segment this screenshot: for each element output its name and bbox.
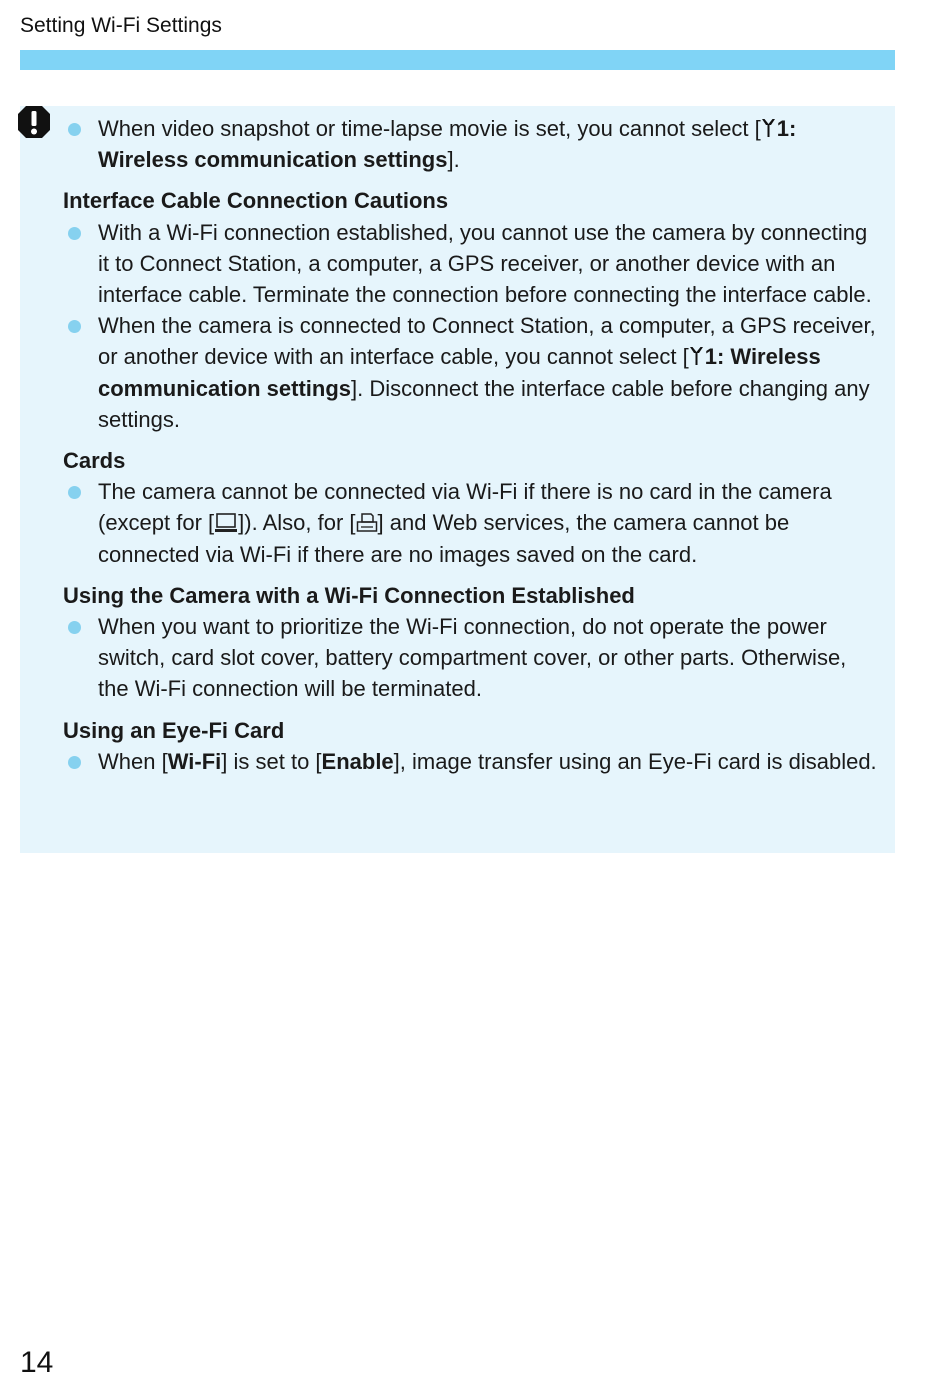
- header-bar: [20, 50, 895, 70]
- section-heading: Cards: [63, 448, 126, 474]
- list-item: With a Wi-Fi connection established, you cannot use the camera by connecting it to Connect Station, a computer, a GPS receiver, or another device with an interface cable. Terminate the connection before connecting the interface cable.: [63, 217, 878, 311]
- list-item: [63, 310, 878, 435]
- bracket: ].: [447, 147, 460, 173]
- bullet-text: When video snapshot or time-lapse movie is set, you cannot select: [98, 116, 755, 141]
- bullet-text: When [: [98, 748, 168, 774]
- section-heading: Using the Camera with a Wi-Fi Connection Established: [63, 582, 635, 608]
- bullet-text: ]). Also, for [: [238, 510, 356, 536]
- bullet-text: ], image transfer using an Eye-Fi card is disabled.: [393, 748, 877, 774]
- menu-label: 1: Wireless communication settings: [98, 116, 797, 173]
- list-item: [63, 746, 878, 777]
- printer-icon: [356, 512, 378, 534]
- running-head-title: Setting Wi-Fi Settings: [20, 14, 222, 37]
- computer-icon: [214, 512, 238, 534]
- list-item: [63, 113, 878, 175]
- section-heading: Using an Eye-Fi Card: [63, 717, 285, 743]
- bullet-text: The camera cannot be connected via Wi-Fi if there is no card in the camera (except for [: [98, 479, 832, 536]
- wrench-icon: [689, 346, 704, 366]
- menu-label: 1: Wireless communication settings: [98, 344, 821, 401]
- list-item: [63, 476, 878, 570]
- bullet-text: ] is set to [: [221, 748, 322, 774]
- caution-content: [63, 113, 878, 777]
- bracket: [: [682, 344, 689, 370]
- bullet-text: When the camera is connected to Connect Station, a computer, a GPS receiver, or another device with an interface cable, you cannot select: [98, 313, 876, 370]
- bullet-text: ]. Disconnect the interface cable before changing any settings.: [98, 375, 870, 432]
- caution-icon: [16, 104, 52, 140]
- bullet-text: ] and Web services, the camera cannot be connected via Wi-Fi if there are no images saved on the card.: [98, 510, 790, 567]
- wrench-icon: [761, 118, 776, 138]
- list-item: When you want to prioritize the Wi-Fi connection, do not operate the power switch, card slot cover, battery compartment cover, or other parts. Otherwise, the Wi-Fi connection will be terminated.: [63, 611, 878, 705]
- setting-name: Wi-Fi: [167, 748, 222, 774]
- setting-value: Enable: [321, 748, 394, 774]
- section-heading: Interface Cable Connection Cautions: [63, 188, 449, 214]
- bracket: [: [754, 116, 761, 141]
- page-number: 14: [20, 1346, 54, 1379]
